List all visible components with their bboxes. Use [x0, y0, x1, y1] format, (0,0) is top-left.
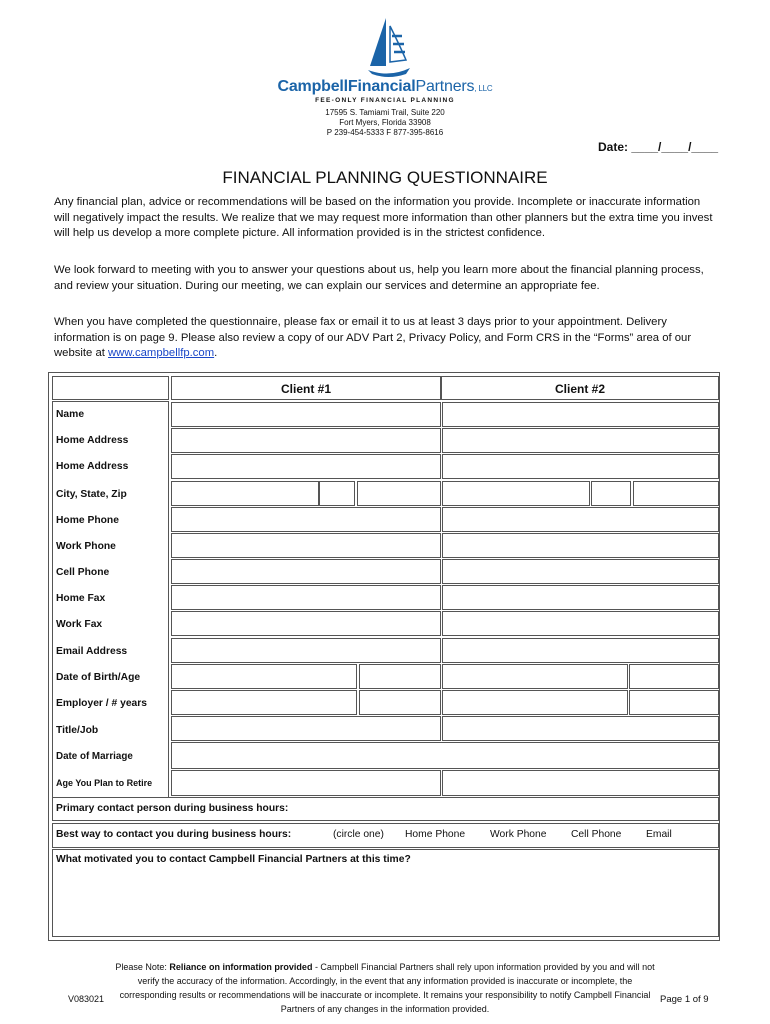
- label-work-phone: Work Phone: [56, 541, 116, 552]
- client-2-age-input[interactable]: [629, 664, 719, 689]
- option-home-phone[interactable]: Home Phone: [405, 829, 466, 840]
- label-employer-years: Employer / # years: [56, 698, 148, 709]
- option-email[interactable]: Email: [646, 829, 672, 840]
- option-cell-phone[interactable]: Cell Phone: [571, 829, 622, 840]
- reliance-note: Please Note: Reliance on information provided - Campbell Financial Partners shall rely upon information provided by you and will not verify the accuracy of the information. Accordingly, in the event that any information provided is inaccurate or incomplete, the corresponding results or recommendations will be inaccurate or incomplete. It remains your responsibility to notify Campbell Financial Partners of any changes in the information provided.: [115, 962, 655, 1014]
- client-1-name-input[interactable]: [171, 402, 441, 427]
- label-home-address-2: Home Address: [56, 461, 129, 472]
- primary-contact-label: Primary contact person during business hours:: [56, 803, 289, 814]
- client-2-years-input[interactable]: [629, 690, 719, 715]
- client-1-home-address-2-input[interactable]: [171, 454, 441, 479]
- intro-paragraph-3: When you have completed the questionnaire, please fax or email it to us at least 3 days prior to your appointment. Delivery information is on page 9. Please also review a copy of our ADV Part 2, Privacy Policy, and Form CRS in the “Forms” area of our website at www.campbellfp.com.: [54, 316, 692, 359]
- client-2-employer-input[interactable]: [442, 690, 628, 715]
- option-work-phone[interactable]: Work Phone: [490, 829, 547, 840]
- label-home-phone: Home Phone: [56, 515, 119, 526]
- client-2-work-fax-input[interactable]: [442, 611, 719, 636]
- page-number: Page 1 of 9: [660, 994, 709, 1005]
- label-city-state-zip: City, State, Zip: [56, 489, 127, 500]
- client-2-title-input[interactable]: [442, 716, 719, 741]
- firm-name: CampbellFinancialPartners, LLC: [277, 78, 493, 95]
- motivation-question: What motivated you to contact Campbell Financial Partners at this time?: [56, 854, 411, 865]
- best-way-label: Best way to contact you during business hours:: [56, 829, 292, 840]
- client-1-header: Client #1: [280, 382, 331, 396]
- client-2-city-input[interactable]: [442, 481, 590, 506]
- label-date-of-marriage: Date of Marriage: [56, 751, 133, 762]
- page-title: FINANCIAL PLANNING QUESTIONNAIRE: [222, 168, 548, 187]
- label-name: Name: [56, 409, 85, 420]
- website-link[interactable]: www.campbellfp.com: [108, 347, 215, 359]
- tagline: FEE-ONLY FINANCIAL PLANNING: [315, 97, 455, 104]
- client-2-email-input[interactable]: [442, 638, 719, 663]
- label-home-fax: Home Fax: [56, 593, 106, 604]
- client-2-dob-input[interactable]: [442, 664, 628, 689]
- client-1-home-phone-input[interactable]: [171, 507, 441, 532]
- client-1-work-phone-input[interactable]: [171, 533, 441, 558]
- client-2-home-fax-input[interactable]: [442, 585, 719, 610]
- circle-one-hint: (circle one): [333, 829, 384, 840]
- client-2-state-input[interactable]: [591, 481, 631, 506]
- client-2-cell-phone-input[interactable]: [442, 559, 719, 584]
- client-1-home-fax-input[interactable]: [171, 585, 441, 610]
- client-1-home-address-1-input[interactable]: [171, 428, 441, 453]
- label-title-job: Title/Job: [56, 725, 99, 736]
- client-1-title-input[interactable]: [171, 716, 441, 741]
- label-dob-age: Date of Birth/Age: [56, 672, 141, 683]
- label-age-retire: Age You Plan to Retire: [56, 778, 153, 788]
- client-1-cell-phone-input[interactable]: [171, 559, 441, 584]
- client-2-header: Client #2: [554, 382, 605, 396]
- date-field[interactable]: Date: ____/____/____: [598, 140, 719, 154]
- client-1-age-input[interactable]: [359, 664, 441, 689]
- label-email: Email Address: [56, 646, 128, 657]
- label-work-fax: Work Fax: [56, 619, 103, 630]
- client-1-work-fax-input[interactable]: [171, 611, 441, 636]
- label-cell-phone: Cell Phone: [56, 567, 110, 578]
- client-1-years-input[interactable]: [359, 690, 441, 715]
- intro-paragraph-1: Any financial plan, advice or recommendations will be based on the information you provide. Incomplete or inaccurate information will negatively impact the results. We realize that we may request more information than other planners but the extra time you invest will help us develop a more complete picture. All information provided is in the strictest confidence.: [54, 196, 713, 239]
- intro-paragraph-2: We look forward to meeting with you to answer your questions about us, help you learn more about the financial planning process, and review your situation. During our meeting, we can explain our services and determine an appropriate fee.: [54, 264, 704, 292]
- client-1-state-input[interactable]: [319, 481, 355, 506]
- date-of-marriage-input[interactable]: [171, 742, 719, 769]
- client-1-zip-input[interactable]: [357, 481, 441, 506]
- client-1-email-input[interactable]: [171, 638, 441, 663]
- header-blank-cell: [52, 376, 169, 400]
- client-2-zip-input[interactable]: [633, 481, 719, 506]
- client-1-employer-input[interactable]: [171, 690, 357, 715]
- client-1-city-input[interactable]: [171, 481, 319, 506]
- client-2-home-address-2-input[interactable]: [442, 454, 719, 479]
- version-code: V083021: [68, 994, 105, 1004]
- questionnaire-form: [48, 372, 720, 941]
- client-2-home-address-1-input[interactable]: [442, 428, 719, 453]
- client-2-work-phone-input[interactable]: [442, 533, 719, 558]
- firm-address: 17595 S. Tamiami Trail, Suite 220 Fort Myers, Florida 33908 P 239-454-5333 F 877-395-8616: [325, 108, 445, 137]
- label-home-address-1: Home Address: [56, 435, 129, 446]
- client-2-name-input[interactable]: [442, 402, 719, 427]
- client-1-dob-input[interactable]: [171, 664, 357, 689]
- sailboat-logo-icon: [366, 16, 412, 78]
- client-1-retire-age-input[interactable]: [171, 770, 441, 796]
- client-2-retire-age-input[interactable]: [442, 770, 719, 796]
- client-2-home-phone-input[interactable]: [442, 507, 719, 532]
